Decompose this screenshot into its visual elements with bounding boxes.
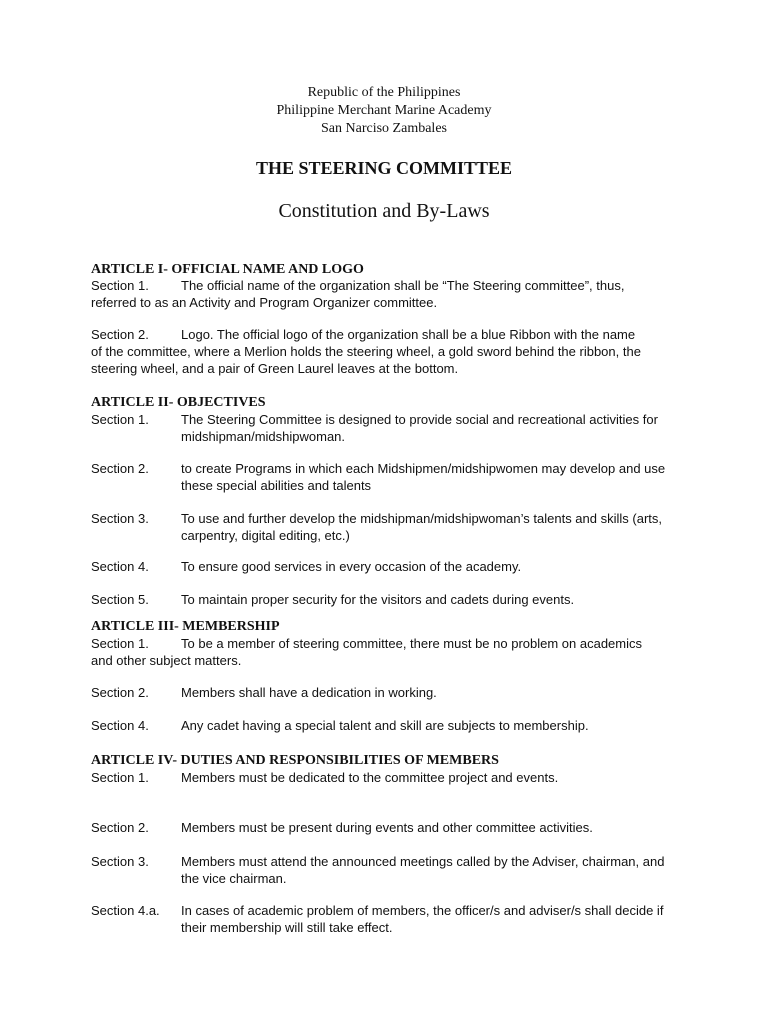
header-line-academy: Philippine Merchant Marine Academy <box>276 103 492 118</box>
section-label: Section 2. <box>91 461 149 476</box>
section-label: Section 1. <box>91 770 149 785</box>
section-label: Section 1. <box>91 636 149 651</box>
document-subtitle: Constitution and By-Laws <box>278 200 490 222</box>
section-text: Members must be dedicated to the committee project and events. <box>181 770 559 785</box>
header-line-location: San Narciso Zambales <box>321 121 447 136</box>
section-text: In cases of academic problem of members, the officer/s and adviser/s shall decide if their membership will still take effect. <box>181 903 664 935</box>
section-text: to create Programs in which each Midshipmen/midshipwomen may develop and use these special abilities and talents <box>181 461 666 493</box>
section-text: To use and further develop the midshipman/midshipwoman’s talents and skills (arts, carpentry, digital editing, etc.) <box>181 511 662 543</box>
article-3-heading: ARTICLE III- MEMBERSHIP <box>91 619 280 634</box>
article-3-section-1 <box>91 635 681 669</box>
section-label: Section 4. <box>91 559 149 574</box>
section-text: The Steering Committee is designed to provide social and recreational activities for midshipman/midshipwoman. <box>181 412 658 444</box>
section-label: Section 1. <box>91 278 149 293</box>
section-text-continued: referred to as an Activity and Program Organizer committee. <box>91 295 438 310</box>
document-header <box>0 84 768 138</box>
article-1-section-1 <box>91 277 681 311</box>
section-text-continued: steering wheel, and a pair of Green Laurel leaves at the bottom. <box>91 361 459 376</box>
section-label: Section 5. <box>91 592 149 607</box>
section-text: Members must be present during events and other committee activities. <box>181 820 593 835</box>
section-text-continued: and other subject matters. <box>91 653 242 668</box>
section-label: Section 3. <box>91 854 149 869</box>
article-1-section-2 <box>91 326 681 377</box>
section-label: Section 2. <box>91 820 149 835</box>
section-label: Section 4. <box>91 718 149 733</box>
section-text: Members must attend the announced meetings called by the Adviser, chairman, and the vice chairman. <box>181 854 665 886</box>
section-label: Section 4.a. <box>91 903 160 918</box>
section-label: Section 1. <box>91 412 149 427</box>
section-text: The official name of the organization shall be “The Steering committee”, thus, <box>181 278 625 293</box>
section-text: Any cadet having a special talent and skill are subjects to membership. <box>181 718 589 733</box>
header-line-country: Republic of the Philippines <box>307 85 461 100</box>
section-text: Logo. The official logo of the organization shall be a blue Ribbon with the name <box>181 327 636 342</box>
section-text-continued: of the committee, where a Merlion holds the steering wheel, a gold sword behind the ribbon, the <box>91 344 641 359</box>
section-text: To maintain proper security for the visitors and cadets during events. <box>181 592 575 607</box>
document-title: THE STEERING COMMITTEE <box>255 158 513 178</box>
article-1-heading: ARTICLE I- OFFICIAL NAME AND LOGO <box>91 262 364 277</box>
section-label: Section 2. <box>91 327 149 342</box>
article-4-heading: ARTICLE IV- DUTIES AND RESPONSIBILITIES OF MEMBERS <box>91 753 499 768</box>
section-label: Section 2. <box>91 685 149 700</box>
section-text: Members shall have a dedication in working. <box>181 685 437 700</box>
section-label: Section 3. <box>91 511 149 526</box>
section-text: To ensure good services in every occasion of the academy. <box>181 559 522 574</box>
section-text: To be a member of steering committee, there must be no problem on academics <box>181 636 642 651</box>
article-2-heading: ARTICLE II- OBJECTIVES <box>91 395 266 410</box>
